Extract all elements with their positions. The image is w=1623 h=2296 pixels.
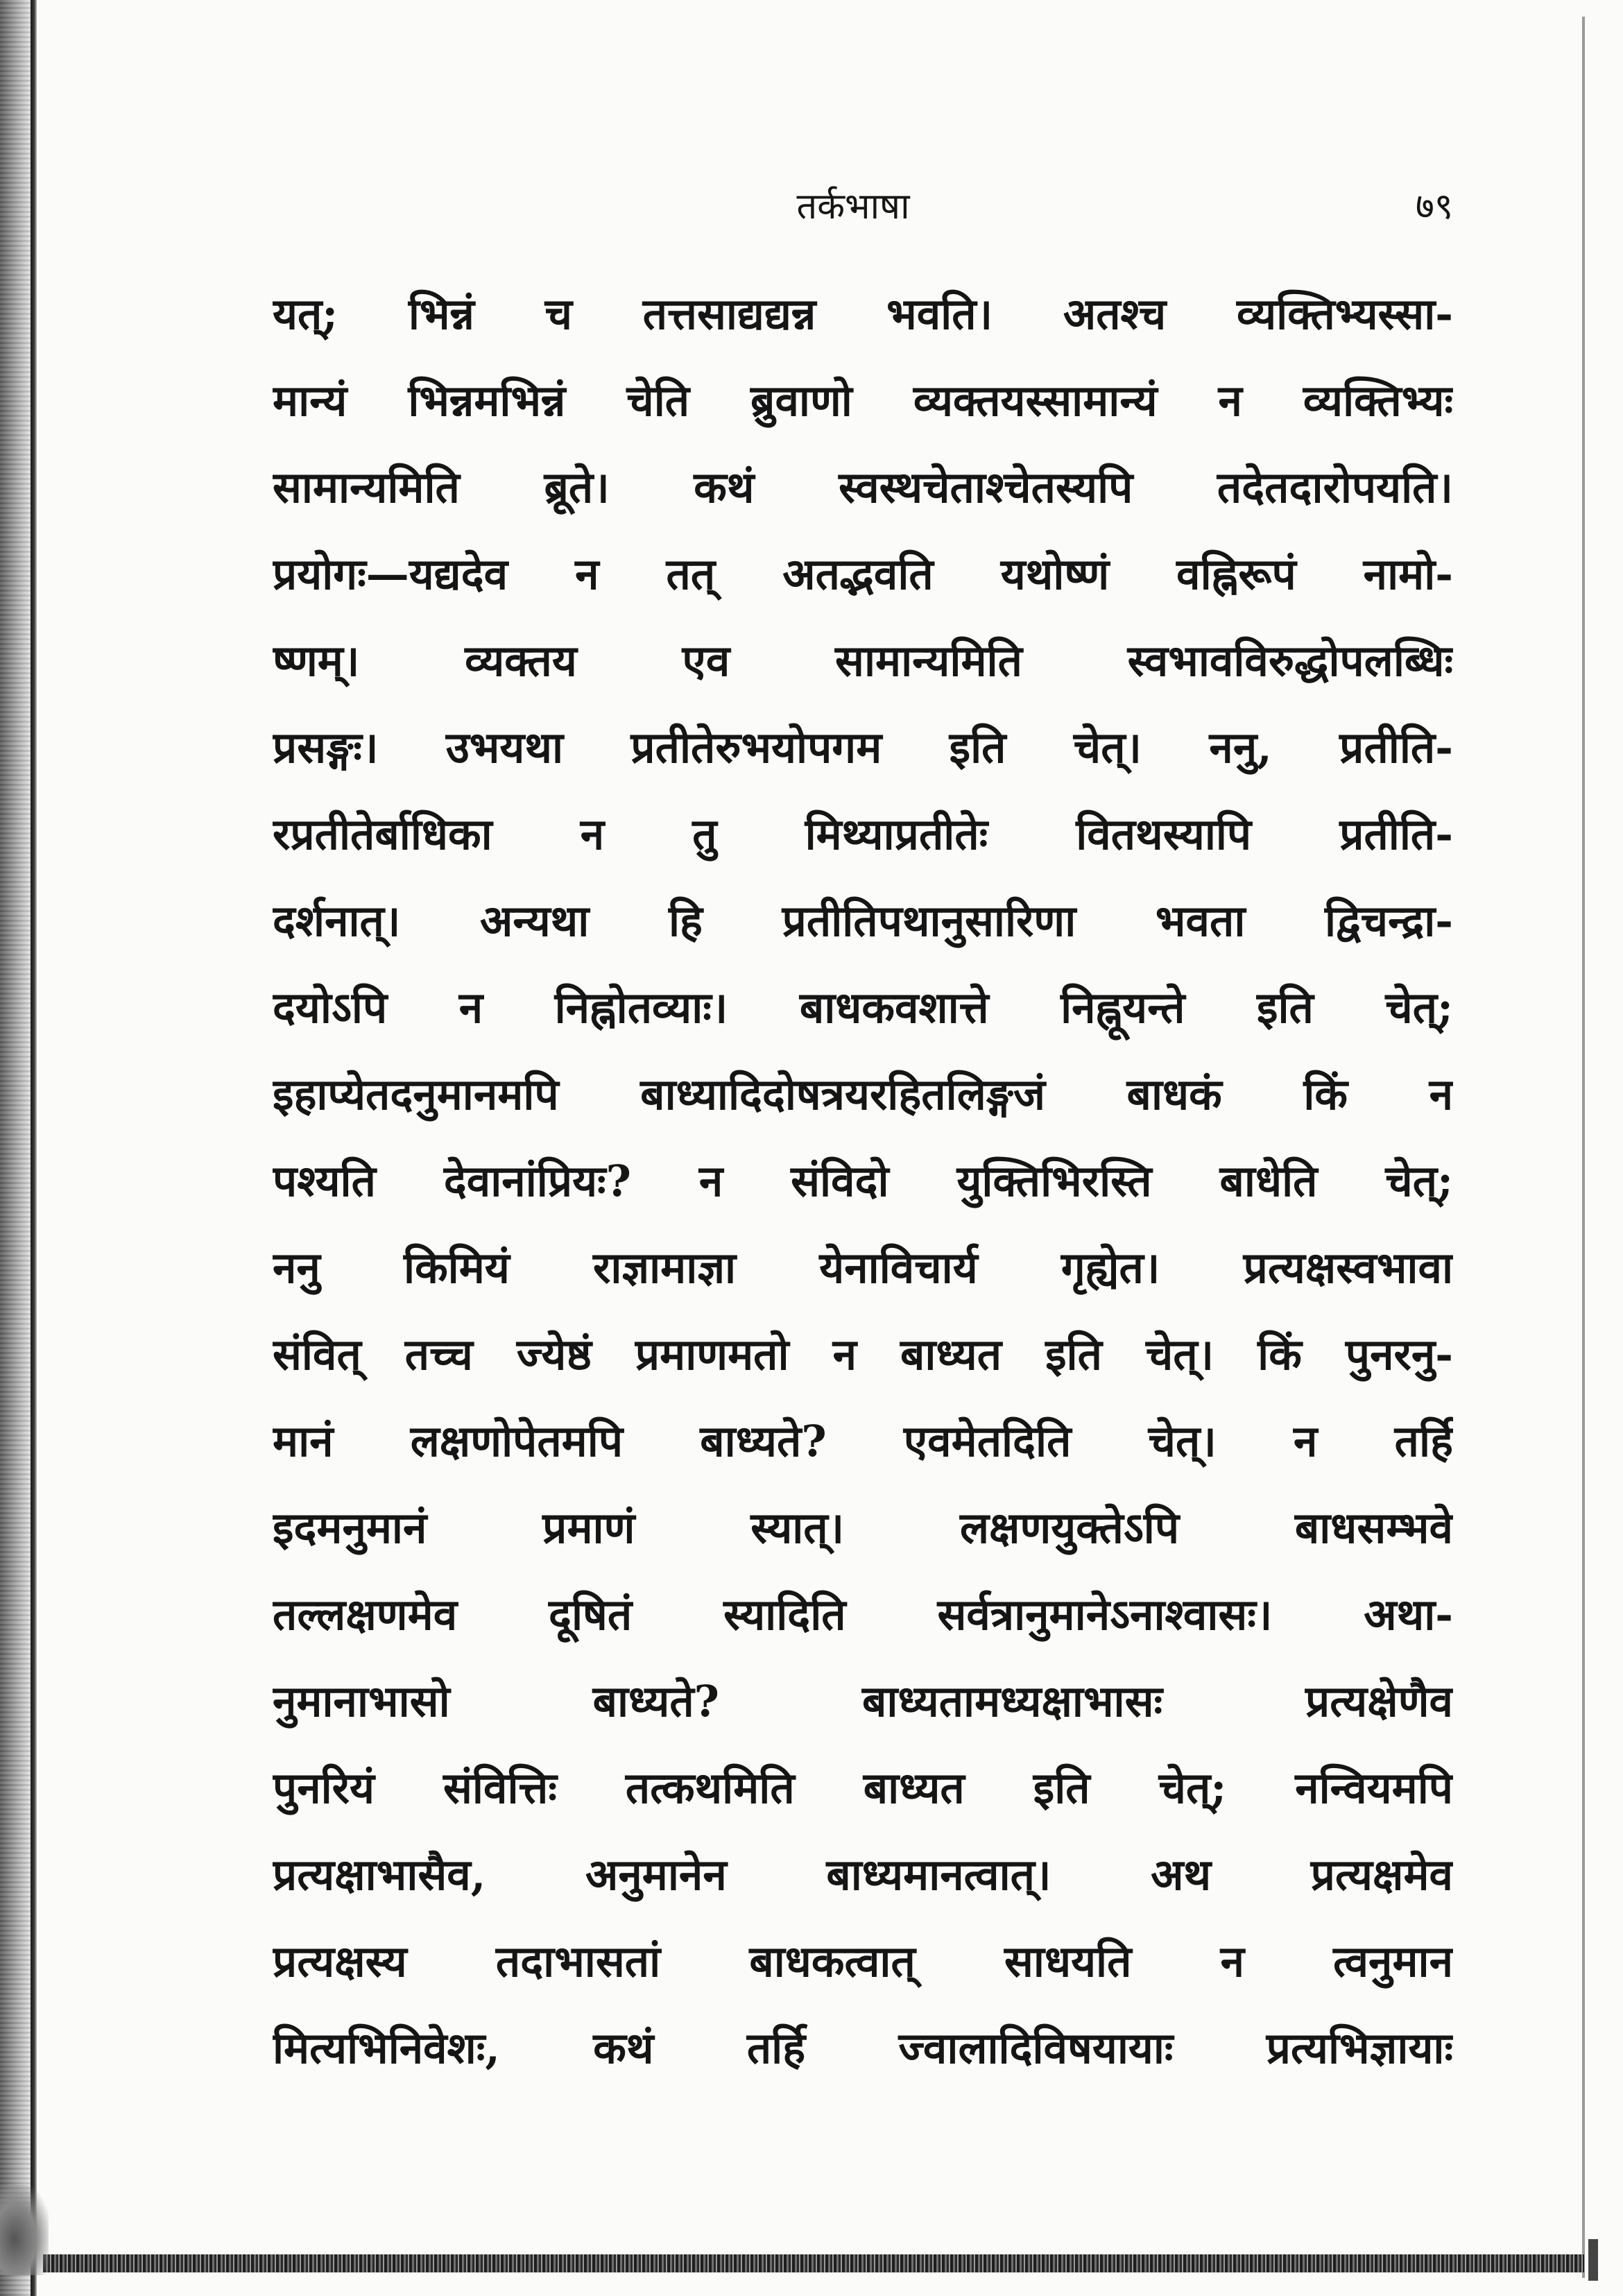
text-line: पश्यति देवानांप्रियः? न संविदो युक्तिभिरस्ति बाधेति चेत्; bbox=[273, 1156, 1453, 1206]
text-line: प्रयोगः—यद्यदेव न तत् अतद्भवति यथोष्णं वह्निरूपं नामो- bbox=[273, 549, 1453, 599]
text-line: प्रत्यक्षाभासैव, अनुमानेन बाध्यमानत्वात्। अथ प्रत्यक्षमेव bbox=[273, 1849, 1453, 1900]
text-line: दयोऽपि न निह्नोतव्याः। बाधकवशात्ते निह्नूयन्ते इति चेत्; bbox=[273, 982, 1453, 1033]
text-line: मित्यभिनिवेशः, कथं तर्हि ज्वालादिविषयायाः प्रत्यभिज्ञायाः bbox=[273, 2023, 1453, 2073]
page-body bbox=[273, 271, 1453, 2091]
text-line: ष्णम्। व्यक्तय एव सामान्यमिति स्वभावविरुद्धोपलब्धिः bbox=[273, 635, 1453, 686]
text-line: पुनरियं संवित्तिः तत्कथमिति बाध्यत इति चेत्; नन्वियमपि bbox=[273, 1763, 1453, 1813]
text-line: सामान्यमिति ब्रूते। कथं स्वस्थचेताश्चेतस्यपि तदेतदारोपयति। bbox=[273, 462, 1453, 513]
page-number: ७९ bbox=[1415, 186, 1453, 228]
text-line: दर्शनात्। अन्यथा हि प्रतीतिपथानुसारिणा भवता द्विचन्द्रा- bbox=[273, 896, 1453, 946]
text-line: मान्यं भिन्नमभिन्नं चेति ब्रुवाणो व्यक्तयस्सामान्यं न व्यक्तिभ्यः bbox=[273, 375, 1453, 426]
running-head-title: तर्कभाषा bbox=[796, 186, 910, 228]
text-line: मानं लक्षणोपेतमपि बाध्यते? एवमेतदिति चेत्। न तर्हि bbox=[273, 1416, 1453, 1466]
page-corner-mark bbox=[1588, 2239, 1598, 2281]
text-line: इदमनुमानं प्रमाणं स्यात्। लक्षणयुक्तेऽपि बाधसम्भवे bbox=[273, 1502, 1453, 1553]
page-edge-right bbox=[1582, 17, 1585, 2278]
text-line: प्रत्यक्षस्य तदाभासतां बाधकत्वात् साधयति न त्वनुमान bbox=[273, 1936, 1453, 1987]
page-edge-bottom bbox=[43, 2254, 1584, 2272]
scan-smudge bbox=[0, 2185, 49, 2275]
text-line: संवित् तच्च ज्येष्ठं प्रमाणमतो न बाध्यत इति चेत्। किं पुनरनु- bbox=[273, 1329, 1453, 1380]
binding-edge-line bbox=[31, 0, 37, 2296]
text-line: प्रसङ्गः। उभयथा प्रतीतेरुभयोपगम इति चेत्। ननु, प्रतीति- bbox=[273, 722, 1453, 773]
text-line: रप्रतीतेर्बाधिका न तु मिथ्याप्रतीतेः वितथस्यापि प्रतीति- bbox=[273, 809, 1453, 859]
text-line: इहाप्येतदनुमानमपि बाध्यादिदोषत्रयरहितलिङ्गजं बाधकं किं न bbox=[273, 1069, 1453, 1120]
text-line: तल्लक्षणमेव दूषितं स्यादिति सर्वत्रानुमानेऽनाश्वासः। अथा- bbox=[273, 1589, 1453, 1640]
text-line: नुमानाभासो बाध्यते? बाध्यतामध्यक्षाभासः प्रत्यक्षेणैव bbox=[273, 1676, 1453, 1727]
text-line: यत्; भिन्नं च तत्तसाद्यद्यन्न भवति। अतश्च व्यक्तिभ्यस्सा- bbox=[273, 289, 1453, 339]
binding-shadow bbox=[0, 0, 31, 2296]
text-line: ननु किमियं राज्ञामाज्ञा येनाविचार्य गृह्येत। प्रत्यक्षस्वभावा bbox=[273, 1242, 1453, 1293]
